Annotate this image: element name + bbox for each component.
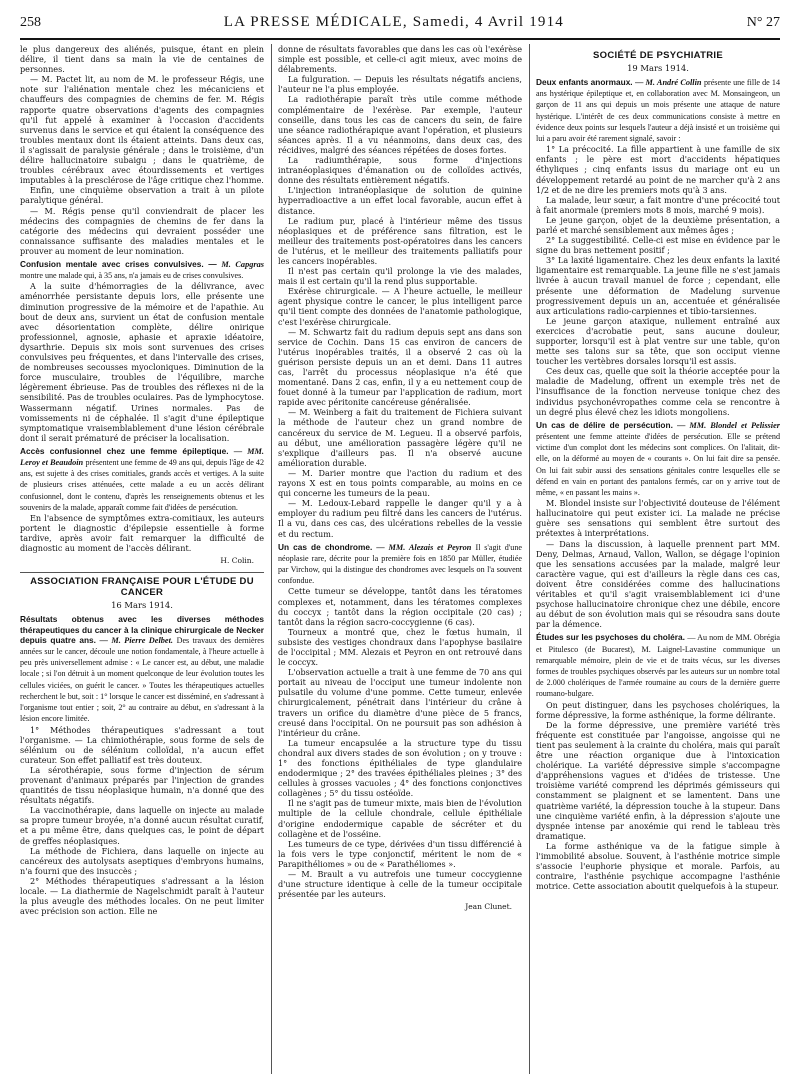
column-left [20,44,264,1074]
paragraph: 2° Méthodes thérapeutiques s'adressant a la lésion locale. — La diathermie de Nagelschmidt paraît à l'auteur la plus aveugle des méthodes locales. On ne peut limiter avec précision son action. Elle ne [20,875,264,917]
paragraph: Enfin, une cinquième observation a trait à un pilote paralytique général. [20,185,264,206]
signature: Jean Clunet. [465,902,512,912]
communication-heading [20,446,264,513]
paragraph: La sérothérapie, sous forme d'injection de sérum provenant d'animaux préparés par l'injection de grandes quantités de tissu néoplasique humain, n'a donné que des résultats négatifs. [20,764,264,806]
paragraph: L'injection intranéoplasique de solution de quinine hyperradioactive a un effet local favorable, aucun effet à distance. [278,185,522,216]
paragraph: La forme asthénique va de la fatigue simple à l'immobilité absolue. Souvent, à l'asthénie motrice simple s'associe l'euphorie physique et morale. Parfois, au contraire, l'asthénie psychique accompagne l'asthénie motrice. Cette association aboutit quelquefois à la stupeur. [536,840,780,892]
paragraph: Cette tumeur se développe, tantôt dans les tératomes complexes et, notamment, dans les tératomes complexes du coccyx ; tantôt dans la région occipitale (20 cas) ; tantôt dans la région sacro-coccygienne (6 cas). [278,586,522,627]
paragraph: Le jeune garçon ataxique, nullement entraîné aux exercices d'acrobatie peut, sans aucune douleur, supporter, lorsqu'il est à plat ventre sur une table, qu'on mette ses talons sur sa tête, que son occiput vienne toucher les vertèbres dorsales lorsqu'il est assis. [536,315,780,367]
column-right [536,44,780,1074]
column-divider [529,44,530,1074]
paragraph: — M. Ledoux-Lebard rappelle le danger qu'il y a à employer du radium peu filtré dans les cancers de l'utérus. Il a vu, dans ces cas, des ulcérations rebelles de la vessie et du rectum. [278,498,522,539]
heading-text: — Au nom de MM. Obrégia et Pitulesco (de Bucarest), M. Laignel-Lavastine communique un remarquable mémoire, plein de vie et de traits vécus, sur les diverses formes de troubles psychiques observés par les auteurs sur un nombre total de 2.000 cholériques de l'armée roumaine au cours de la dernière guerre roumano-bulgare. [536,633,780,699]
heading-author: — MM. Leroy et Beaudoin [20,446,264,468]
communication-heading [278,542,522,587]
paragraph: En l'absence de symptômes extra-comitiaux, les auteurs portent le diagnostic d'épilepsie essentielle à forme tardive, après avoir fait remarquer la difficulté de diagnostic au moment de l'accès délirant. [20,513,264,554]
journal-title: LA PRESSE MÉDICALE, Samedi, 4 Avril 1914 [223,14,564,30]
paragraph: 3° La laxité ligamentaire. Chez les deux enfants la laxité ligamentaire est remarquable. La jeune fille ne s'est jamais livrée à aucun travail manuel de force ; cependant, elle présente une déformation de Madelung survenue progressivement depuis un an, accentuée et généralisée aux articulations radio-carpiennes et tibio-tarsiennes. [536,255,780,316]
paragraph: Exérèse chirurgicale. — A l'heure actuelle, le meilleur agent physique contre le cancer, le plus intelligent parce qu'il tient compte des données de l'anatomie pathologique, c'est l'exérèse chirurgicale. [278,286,522,327]
section-title: SOCIÉTÉ DE PSYCHIATRIE [593,50,723,61]
heading-text: Il s'agit d'une néoplasie rare, décrite pour la première fois en 1850 par Müller, étudiée par Virchow, qui la distingue des chondromes avec lesquels on l'a souvent confondue. [278,542,522,586]
heading-title: Résultats obtenus avec les diverses méthodes thérapeutiques du cancer à la clinique chirurgicale de Necker depuis quatre ans. [20,614,264,645]
communication-heading [536,77,780,144]
heading-title: Confusion mentale avec crises convulsives. — [20,258,217,269]
paragraph: La tumeur encapsulée a la structure type du tissu chondral aux divers stades de son évolution ; on y trouve : 1° des fonctions épithéliales de type glandulaire endodermique ; 2° des travées épithéliales pleines ; 3° des cellules à grosses vacuoles ; 4° des fonctions conjonctives collagènes ; 5° du tissu ostéoïde. [278,737,522,799]
paragraph: — M. Schwartz fait du radium depuis sept ans dans son service de Cochin. Dans 15 cas environ de cancers de l'utérus inopérables traités, il a observé 2 cas où la guérison persiste depuis un an et demi. Dans 11 autres cas, l'arrêt du processus néoplasique n'a été que momentané. Dans 2 cas, enfin, il y a eu nettement coup de fouet donné à la tumeur par l'application de radium, mort rapide avec péritonite cancéreuse généralisée. [278,326,522,408]
paragraph: — M. Weinberg a fait du traitement de Fichiera suivant la méthode de l'auteur chez un grand nombre de cancéreux du service de M. Legueu. Il a observé parfois, au début, une amélioration passagère légère qu'il ne s'explique d'ailleurs pas. Il n'a observé aucune amélioration durable. [278,407,522,468]
heading-text: Des travaux des dernières années sur le cancer, découle une notion fondamentale, à l'heure actuelle à peu près universellement admise : « Le cancer est, au début, une maladie locale ; si l'on détruit à un moment quelconque de leur évolution toutes les cellules viciées, on guérit le cancer. » Toutes les thérapeutiques actuelles recherchent le but, soit : 1° lorsque le cancer est disséminé, en s'adressant à l'organisme tout entier ; soit, 2° au contraire au début, en s'adressant à la lésion encore limitée. [20,635,264,724]
heading-text: montre une malade qui, à 35 ans, n'a jamais eu de crises convulsives. [20,271,244,281]
paragraph: donne de résultats favorables que dans les cas où l'exérèse simple est possible, et celle-ci agit mieux, avec moins de délabrements. [278,44,522,75]
paragraph: La vaccinothérapie, dans laquelle on injecte au malade sa propre tumeur broyée, n'a donné aucun résultat curatif, et a pu même être, dans quelques cas, le point de départ de greffes néoplasiques. [20,805,264,846]
paragraph: A la suite d'hémorragies de la délivrance, avec aménorrhée persistante depuis lors, elle présente une diminution progressive de la mémoire et de l'apathie. Au bout de deux ans, survient un état de confusion mentale avec désorientation complète, délire onirique professionnel, agnosie, aphasie et apraxie idéatoire, dysarthrie. Depuis six mois sont survenues des crises convulsives peu fréquentes, et dans l'intervalle des crises, de nombreuses secousses myocloniques. Diminution de la force musculaire, troubles de l'équilibre, marche légèrement ébrieuse. Pas de troubles des réflexes ni de la sensibilité. Pas de troubles oculaires. Pas de lymphocytose. Wassermann négatif. Urines normales. Pas de vomissements ni de céphalée. Il s'agit d'une épileptique symptomatique vraisemblablement d'une lésion cérébrale dont il serait prématuré de préciser la localisation. [20,281,264,443]
paragraph: La malade, leur sœur, a fait montre d'une précocité tout à fait anormale (premiers mots 8 mois, marché 9 mois). [536,194,780,215]
section-date: 16 Mars 1914. [111,600,173,611]
paragraph: M. Blondel insiste sur l'objectivité douteuse de l'élément hallucinatoire qui peut exister ici. La malade ne précise guère ses sensations qui semblent être surtout des prétextes à interprétations. [536,498,780,539]
signature: H. Colin. [220,556,254,566]
paragraph: La fulguration. — Depuis les résultats négatifs anciens, l'auteur ne l'a plus employée. [278,74,522,95]
paragraph: Les tumeurs de ce type, dérivées d'un tissu différencié à la fois vers le type conjonctif, méritent le nom de « Parapithéliomes » ou de « Parathéliomes ». [278,838,522,869]
paragraph: — M. Pactet lit, au nom de M. le professeur Régis, une note sur l'aliénation mentale chez les mécaniciens et chauffeurs des compagnies de chemins de fer. M. Régis rapporte quatre observations d'agents des compagnies qu'il fut appelé à examiner à l'occasion d'accidents survenus dans le service et qui étaient la conséquence des troubles mentaux dont ils étaient atteints. Dans deux cas, il s'agissait de paralysie générale ; dans le troisième, d'un délire hallucinatoire subaigu ; dans le quatrième, de troubles cérébraux avec étourdissements et vertiges imputables à la presclérose de l'âge critique chez l'homme. [20,74,264,186]
paragraph: L'observation actuelle a trait à une femme de 70 ans qui portait au niveau de l'occiput une tumeur indolente non pulsatile du volume d'une pomme. Cette tumeur, enlevée chirurgicalement, pénétrait dans l'intérieur du crâne à travers un orifice du diamètre d'une pièce de 5 francs, creusé dans l'occipital. On ne poursuit pas son adhésion à l'intérieur du crâne. [278,667,522,738]
paragraph: — M. Darier montre que l'action du radium et des rayons X est en tous points comparable, au moins en ce qui concerne les tumeurs de la peau. [278,467,522,499]
heading-text: présentent une femme de 49 ans qui, depuis l'âge de 42 ans, est sujette à des crises comitiales, grands accès et vertiges. A la suite de plusieurs crises atténuées, cette malade a eu un accès délirant confusionnel, dont le contenu, d'après les renseignements obtenus et les souvenirs de la malade, apparaît comme fait d'idées de persécution. [20,458,264,512]
heading-author: M. Capgras [221,259,264,269]
paragraph: Il ne s'agit pas de tumeur mixte, mais bien de l'évolution multiple de la cellule chondrale, cellule épithéliale d'origine endodermique capable de sécréter et du collagène et de l'osséine. [278,798,522,839]
heading-author: — M. Pierre Delbet. [99,635,173,645]
section-date: 19 Mars 1914. [627,63,689,73]
communication-heading [20,259,264,281]
paragraph: — Dans la discussion, à laquelle prennent part MM. Deny, Delmas, Arnaud, Vallon, Wallon, se dégage l'opinion que les sensations accusées par la malade, malgré leur caractère vague, qui est d'ailleurs la règle dans ces cas, doivent être considérées comme des hallucinations véritables et qu'il s'agit vraisemblablement ici d'une psychose hallucinatoire chronique chez une débile, encore au début de son évolution mais qui se résoudra sans doute par la démence. [536,538,780,630]
heading-title: Un cas de délire de persécution. [536,419,673,430]
paragraph: — M. Régis pense qu'il conviendrait de placer les médecins des compagnies de chemins de fer dans la catégorie des médecins qui devraient posséder une connaissance suffisante des maladies mentales et le prouver au moment de leur nomination. [20,205,264,256]
paragraph: 1° Méthodes thérapeutiques s'adressant a tout l'organisme. — La chimiothérapie, sous forme de sels de sélénium ou de sélénium colloïdal, n'a aucun effet curateur. Son effet palliatif est très douteux. [20,724,264,765]
paragraph: De la forme dépressive, une première variété très fréquente est constituée par l'angoisse, angoisse qui ne tient pas seulement à la crainte du choléra, mais qui paraît être une réaction organique due à l'intoxication cholérique. La variété dépressive simple s'accompagne d'appréhensions vagues et d'idées de tristesse. Une troisième variété comprend les déprimés gémisseurs qui constamment se plaignent et se lamentent. Dans une quatrième variété, la dépression touche à la stupeur. Dans une cinquième variété enfin, à la dépression s'ajoute une dyspnée intense par anoxémie qui rend le tableau très dramatique. [536,719,780,841]
paragraph: 1° La précocité. La fille appartient à une famille de six enfants ; le père est mort d'accidents hépatiques éthyliques ; cinq enfants issus du mariage ont eu un développement retardé au point de ne marcher qu'à 2 ans 1/2 et de ne dire les premiers mots qu'à 3 ans. [536,144,780,195]
section-title: ASSOCIATION FRANÇAISE POUR L'ÉTUDE DU CANCER [20,572,264,598]
heading-title: Accès confusionnel chez une femme épileptique. [20,445,229,456]
paragraph: Ces deux cas, quelle que soit la théorie acceptée pour la maladie de Madelung, offrent un exemple très net de l'insuffisance de la fonction nerveuse tonique chez des individus psychonévropathes comme cela se rencontre à un degré plus élevé chez les idiots mongoliens. [536,366,780,417]
communication-heading [536,632,780,699]
paragraph: Le jeune garçon, objet de la deuxième présentation, a parlé et marché sensiblement aux mêmes âges ; [536,214,780,235]
paragraph: Tourneux a montré que, chez le fœtus humain, il subsiste des vestiges chondraux dans l'apophyse basilaire de l'occipital ; MM. Alezais et Peyron en ont retrouvé dans le coccyx. [278,626,522,668]
paragraph: La radiothérapie paraît très utile comme méthode complémentaire de l'exérèse. Par exemple, l'auteur conseille, dans tous les cas de cancers du sein, de faire une séance radiothérapique avant l'opération, et plusieurs séances après. Il a vu néanmoins, dans deux cas, des récidives, malgré des séances répétées de doses fortes. [278,94,522,155]
paragraph: Il n'est pas certain qu'il prolonge la vie des malades, mais il est certain qu'il la rend plus supportable. [278,266,522,287]
heading-title: Deux enfants anormaux. [536,77,633,87]
paragraph: Le radium pur, placé à l'intérieur même des tissus néoplasiques et de préférence sans filtration, est le meilleur des traitements post-opératoires dans les cancers de l'utérus, et le meilleur des traitements palliatifs pour les cancers inopérables. [278,215,522,266]
paragraph: La méthode de Fichiera, dans laquelle on injecte au cancéreux des autolysats aseptiques d'embryons humains, n'a fourni que des insuccès ; [20,845,264,876]
heading-title: Un cas de chondrome. [278,541,373,552]
communication-heading [20,614,264,724]
issue-number: N° 27 [746,15,780,30]
heading-text: présente une fille de 14 ans hystérique épileptique et, en collaboration avec M. Monsaingeon, un garçon de 11 ans qui depuis un mois présente une attaque de nature hystérique. L'intérêt de ces deux communications consiste à mettre en évidence deux points sur lesquels l'auteur a déjà insisté et un troisième qui lui a paru avoir été rarement signalé, savoir : [536,78,780,144]
heading-author: — MM. Alezais et Peyron [376,542,472,552]
page-header [20,14,780,40]
heading-author: — MM. Blondel et Pelissier [677,420,780,430]
heading-title: Études sur les psychoses du choléra. [536,632,685,643]
paragraph: — M. Brault a vu autrefois une tumeur coccygienne d'une structure identique à celle de la tumeur occipitale présentée par les auteurs. [278,869,522,900]
column-divider [271,44,272,1074]
column-middle [278,44,522,1074]
communication-heading [536,420,780,498]
page-number: 258 [20,15,41,30]
paragraph: le plus dangereux des aliénés, puisque, étant en plein délire, il tient dans sa main la vie de centaines de personnes. [20,44,264,75]
paragraph: On peut distinguer, dans les psychoses cholériques, la forme dépressive, la forme asthénique, la forme délirante. [536,699,780,720]
paragraph: La radiumthérapie, sous forme d'injections intranéoplasiques d'émanation ou de colloïdes activés, donne des résultats entièrement négatifs. [278,155,522,186]
paragraph: 2° La suggestibilité. Celle-ci est mise en évidence par le signe du bras nettement positif ; [536,235,780,256]
heading-text: présentent une femme atteinte d'idées de persécution. Elle se prétend victime d'un complot dont les médecins sont complices. On l'alitait, dit-elle, on la déformé au moyen de « courants ». On lui fait dire sa pensée. On lui fait subir aussi des sensations génitales contre lesquelles elle se défend en vain en portant des pantalons fermés, car on y arrive tout de même, « en passant les mains ». [536,431,780,497]
article-columns [20,44,780,1074]
heading-author: — M. André Collin [635,78,702,87]
